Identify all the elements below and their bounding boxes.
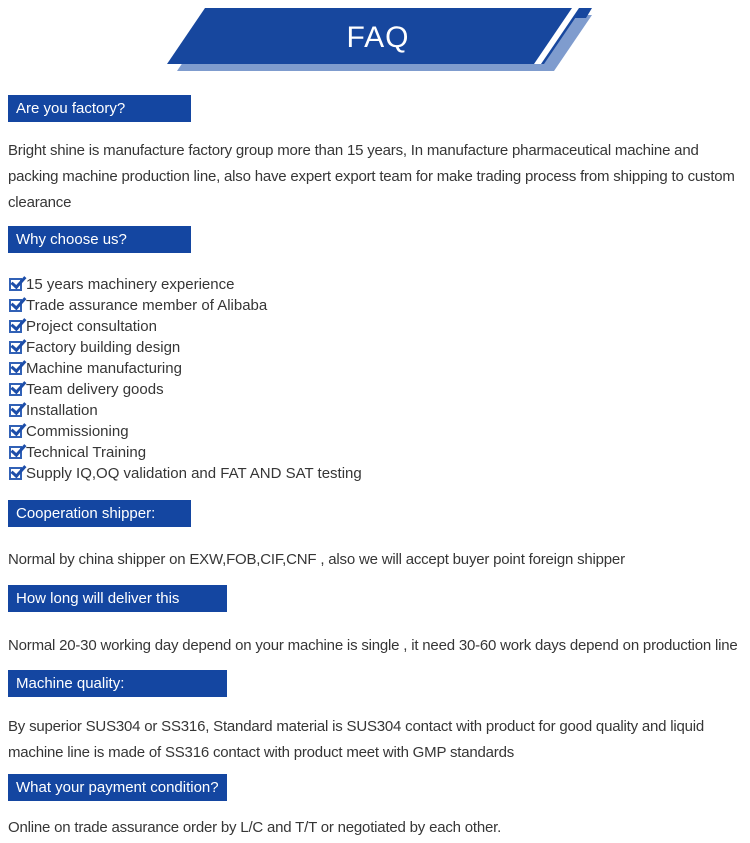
checked-checkbox-icon (9, 278, 22, 291)
checked-checkbox-icon (9, 362, 22, 375)
checked-checkbox-icon (9, 446, 22, 459)
checklist-item (9, 295, 750, 316)
checklist-item (9, 337, 750, 358)
checklist-item (9, 274, 750, 295)
checked-checkbox-icon (9, 404, 22, 417)
checked-checkbox-icon (9, 383, 22, 396)
faq-banner (0, 0, 750, 80)
checked-checkbox-icon (9, 341, 22, 354)
checklist-item-label: Project consultation (26, 318, 157, 335)
section-heading-payment-condition: What your payment condition? (8, 774, 227, 801)
checklist-item-label: Machine manufacturing (26, 360, 182, 377)
checklist-item-label: Technical Training (26, 444, 147, 461)
checklist-item (9, 442, 750, 463)
checklist-item-label: Supply IQ,OQ validation and FAT AND SAT testing (26, 465, 362, 482)
checklist-item-label: Installation (26, 402, 98, 419)
checked-checkbox-icon (9, 299, 22, 312)
section-body-payment-condition: Online on trade assurance order by L/C and T/T or negotiated by each other. (8, 819, 502, 836)
why-choose-us-checklist (9, 274, 750, 484)
section-body-machine-quality: By superior SUS304 or SS316, Standard material is SUS304 contact with product for good quality and liquid machine line is made of SS316 contact with product meet with GMP standards (8, 718, 705, 761)
checklist-item (9, 379, 750, 400)
checklist-item-label: 15 years machinery experience (26, 276, 235, 293)
section-heading-machine-quality: Machine quality: (8, 670, 227, 697)
section-heading-delivery-time: How long will deliver this goods? (8, 585, 227, 612)
checklist-item (9, 421, 750, 442)
faq-banner-ribbon-graphic (0, 0, 750, 80)
checklist-item-label: Trade assurance member of Alibaba (26, 297, 268, 314)
section-heading-are-you-factory: Are you factory? (8, 95, 191, 122)
section-body-cooperation-shipper: Normal by china shipper on EXW,FOB,CIF,CNF , also we will accept buyer point foreign shipper (8, 551, 625, 568)
checklist-item-label: Team delivery goods (26, 381, 164, 398)
checklist-item (9, 358, 750, 379)
section-body-are-you-factory: Bright shine is manufacture factory group more than 15 years, In manufacture pharmaceutical machine and packing machine production line, also have expert export team for make trading process from shipping to custom clearance (8, 142, 735, 211)
section-heading-why-choose-us: Why choose us? (8, 226, 191, 253)
checklist-item-label: Factory building design (26, 339, 181, 356)
section-body-delivery-time: Normal 20-30 working day depend on your machine is single , it need 30-60 work days depend on production line (8, 637, 738, 654)
checked-checkbox-icon (9, 320, 22, 333)
checklist-item (9, 463, 750, 484)
checklist-item (9, 316, 750, 337)
checklist-item-label: Commissioning (26, 423, 129, 440)
checked-checkbox-icon (9, 425, 22, 438)
section-heading-cooperation-shipper: Cooperation shipper: (8, 500, 191, 527)
checked-checkbox-icon (9, 467, 22, 480)
checklist-item (9, 400, 750, 421)
faq-banner-title: FAQ (346, 21, 410, 54)
